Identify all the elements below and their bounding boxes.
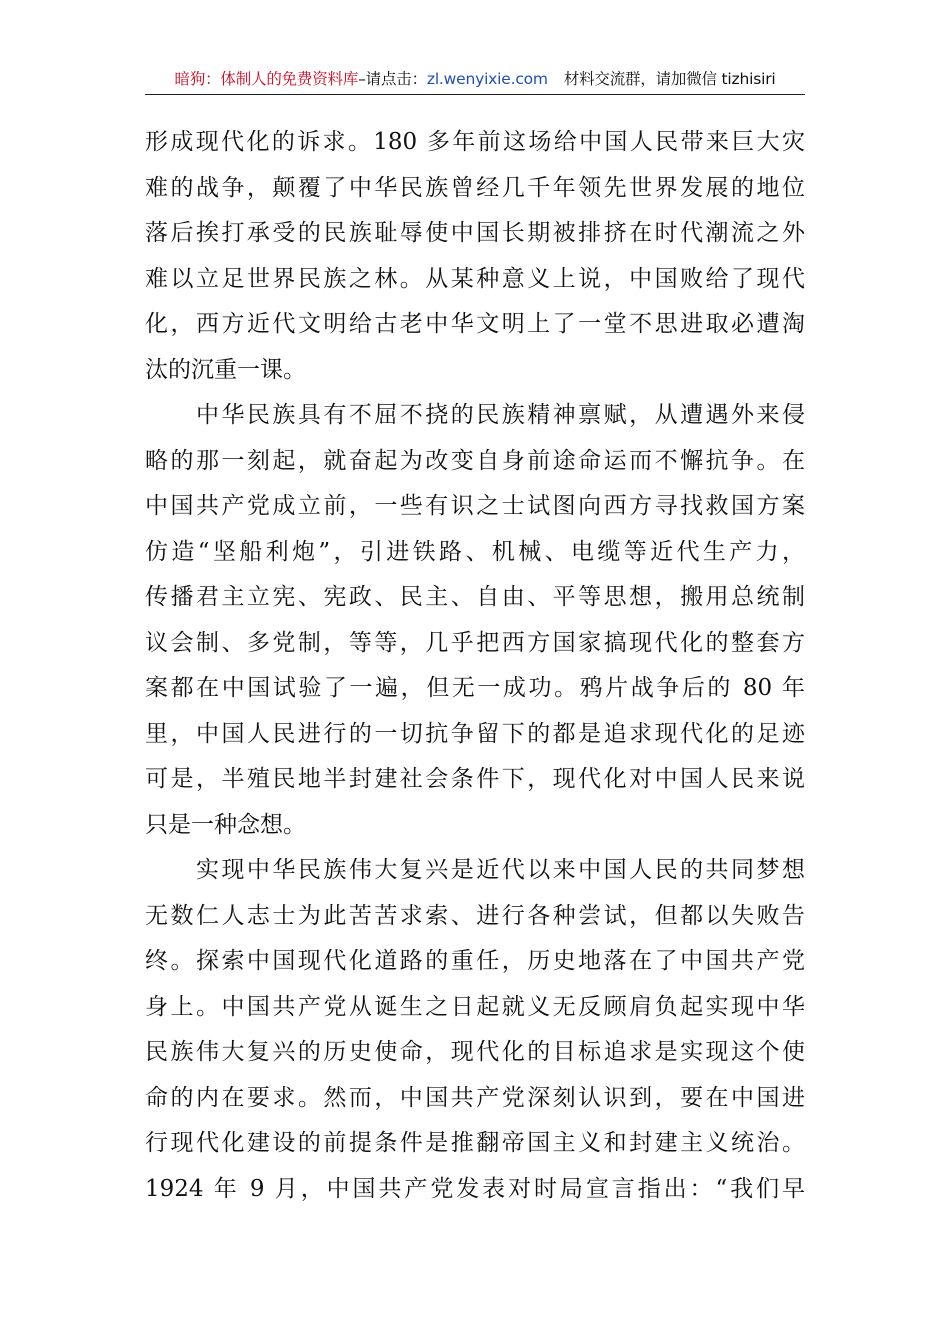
text-line: 案都在中国试验了一遍，但无一成功。鸦片战争后的 80 年 — [145, 675, 805, 701]
header-wechat: 材料交流群，请加微信 tizhisiri — [563, 70, 776, 88]
text-line: 无数仁人志士为此苦苦求索、进行各种尝试，但都以失败告 — [145, 902, 805, 929]
header-link[interactable]: zl.wenyixie.com — [426, 70, 548, 88]
text-line: 化，西方近代文明给古老中华文明上了一堂不思进取必遭淘 — [145, 311, 805, 337]
text-line: 中国共产党成立前，一些有识之士试图向西方寻找救国方案 — [145, 493, 805, 519]
text-line: 行现代化建设的前提条件是推翻帝国主义和封建主义统治。 — [145, 1130, 805, 1156]
text-line: 难的战争，颠覆了中华民族曾经几千年领先世界发展的地位 — [145, 174, 805, 201]
text-line: 民族伟大复兴的历史使命，现代化的目标追求是实现这个使 — [145, 1039, 805, 1065]
text-line: 里，中国人民进行的一切抗争留下的都是追求现代化的足迹 — [145, 720, 805, 747]
text-line: 终。探索中国现代化道路的重任，历史地落在了中国共产党 — [145, 948, 805, 974]
page-header — [145, 68, 805, 95]
header-prompt: –请点击： — [358, 70, 427, 88]
text-line: 略的那一刻起，就奋起为改变自身前途命运而不懈抗争。在 — [145, 447, 805, 474]
body-text — [145, 120, 805, 1212]
text-line: 中华民族具有不屈不挠的民族精神禀赋，从遭遇外来侵 — [145, 402, 805, 428]
text-line: 仿造“坚船利炮”，引进铁路、机械、电缆等近代生产力， — [145, 538, 805, 565]
text-line: 只是一种念想。 — [145, 811, 306, 838]
text-line: 落后挨打承受的民族耻辱使中国长期被排挤在时代潮流之外 — [145, 220, 805, 246]
text-line: 汰的沉重一课。 — [145, 356, 306, 383]
text-line: 命的内在要求。然而，中国共产党深刻认识到，要在中国进 — [145, 1084, 805, 1111]
text-line: 可是，半殖民地半封建社会条件下，现代化对中国人民来说 — [145, 766, 805, 792]
text-line: 议会制、多党制，等等，几乎把西方国家搞现代化的整套方 — [145, 629, 805, 656]
header-brand: 暗狗：体制人的免费资料库 — [174, 70, 359, 88]
text-line: 1924 年 9 月，中国共产党发表对时局宣言指出：“我们早 — [145, 1175, 805, 1202]
text-line: 传播君主立宪、宪政、民主、自由、平等思想，搬用总统制 — [145, 584, 805, 610]
text-line: 身上。中国共产党从诞生之日起就义无反顾肩负起实现中华 — [145, 993, 805, 1020]
text-line: 形成现代化的诉求。180 多年前这场给中国人民带来巨大灾 — [145, 129, 805, 155]
text-line: 实现中华民族伟大复兴是近代以来中国人民的共同梦想 — [145, 857, 805, 883]
text-line: 难以立足世界民族之林。从某种意义上说，中国败给了现代 — [145, 265, 805, 292]
